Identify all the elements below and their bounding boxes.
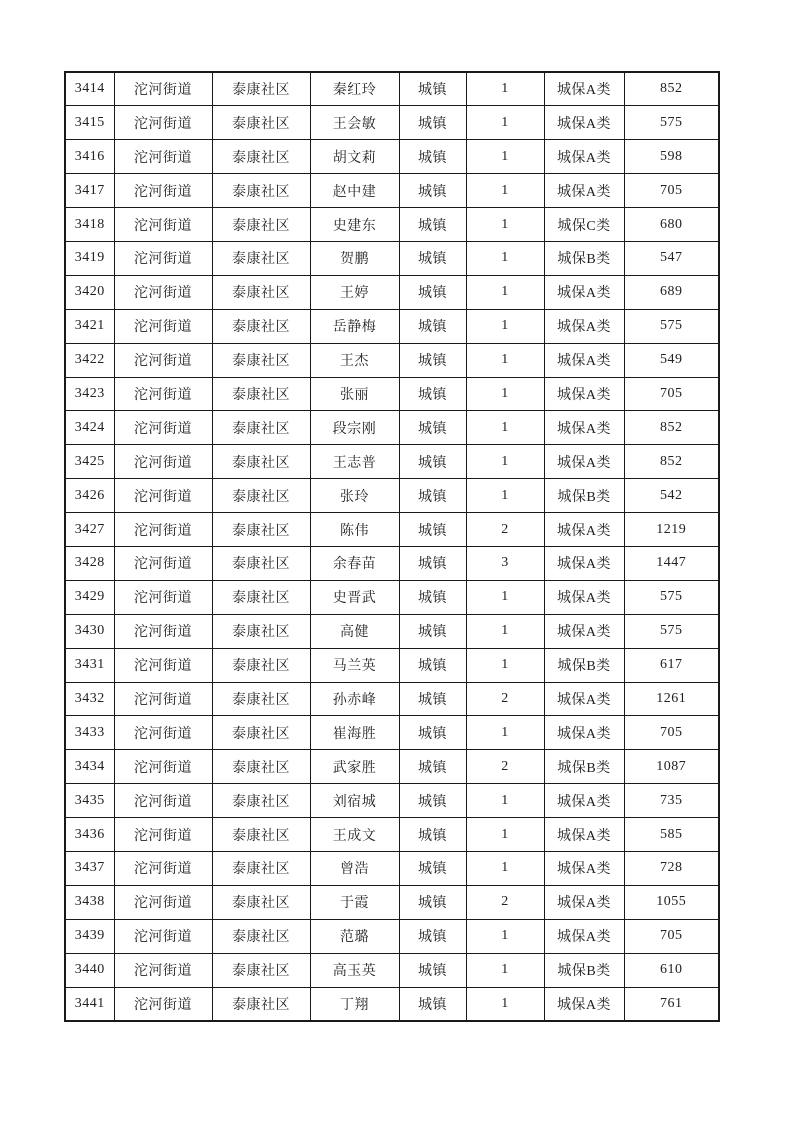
table-cell-type: 城镇 <box>399 411 466 445</box>
table-cell-community: 泰康社区 <box>212 275 310 309</box>
table-cell-type: 城镇 <box>399 682 466 716</box>
table-cell-name: 孙赤峰 <box>310 682 399 716</box>
table-row <box>65 648 719 682</box>
table-cell-count: 1 <box>466 648 544 682</box>
table-row <box>65 411 719 445</box>
table-cell-type: 城镇 <box>399 174 466 208</box>
table-cell-count: 1 <box>466 208 544 242</box>
table-cell-type: 城镇 <box>399 275 466 309</box>
table-cell-street: 沱河街道 <box>114 377 212 411</box>
table-row <box>65 377 719 411</box>
table-cell-id: 3423 <box>65 377 114 411</box>
table-cell-street: 沱河街道 <box>114 72 212 106</box>
table-cell-count: 1 <box>466 377 544 411</box>
table-cell-name: 马兰英 <box>310 648 399 682</box>
table-cell-category: 城保B类 <box>544 648 624 682</box>
table-cell-type: 城镇 <box>399 445 466 479</box>
table-cell-street: 沱河街道 <box>114 513 212 547</box>
table-cell-community: 泰康社区 <box>212 750 310 784</box>
table-cell-name: 王成文 <box>310 818 399 852</box>
table-cell-amount: 735 <box>624 784 719 818</box>
table-cell-street: 沱河街道 <box>114 987 212 1021</box>
table-cell-street: 沱河街道 <box>114 750 212 784</box>
table-cell-amount: 575 <box>624 614 719 648</box>
table-cell-community: 泰康社区 <box>212 241 310 275</box>
table-cell-street: 沱河街道 <box>114 716 212 750</box>
table-cell-category: 城保A类 <box>544 140 624 174</box>
table-cell-name: 王婷 <box>310 275 399 309</box>
table-cell-street: 沱河街道 <box>114 580 212 614</box>
table-cell-type: 城镇 <box>399 750 466 784</box>
table-cell-type: 城镇 <box>399 106 466 140</box>
table-cell-category: 城保A类 <box>544 309 624 343</box>
table-cell-count: 1 <box>466 140 544 174</box>
table-cell-street: 沱河街道 <box>114 445 212 479</box>
table-cell-amount: 549 <box>624 343 719 377</box>
table-row <box>65 919 719 953</box>
table-cell-id: 3433 <box>65 716 114 750</box>
table-cell-amount: 689 <box>624 275 719 309</box>
table-cell-amount: 705 <box>624 377 719 411</box>
table-row <box>65 784 719 818</box>
table-cell-count: 1 <box>466 919 544 953</box>
table-cell-community: 泰康社区 <box>212 682 310 716</box>
table-cell-id: 3414 <box>65 72 114 106</box>
table-cell-id: 3437 <box>65 851 114 885</box>
table-cell-name: 胡文莉 <box>310 140 399 174</box>
table-cell-type: 城镇 <box>399 648 466 682</box>
table-cell-id: 3438 <box>65 885 114 919</box>
table-cell-community: 泰康社区 <box>212 377 310 411</box>
table-cell-name: 丁翔 <box>310 987 399 1021</box>
table-cell-category: 城保A类 <box>544 513 624 547</box>
table-cell-street: 沱河街道 <box>114 174 212 208</box>
table-cell-type: 城镇 <box>399 987 466 1021</box>
table-cell-name: 崔海胜 <box>310 716 399 750</box>
table-row <box>65 72 719 106</box>
table-cell-street: 沱河街道 <box>114 309 212 343</box>
table-cell-category: 城保A类 <box>544 106 624 140</box>
table-row <box>65 445 719 479</box>
table-cell-street: 沱河街道 <box>114 648 212 682</box>
table-cell-type: 城镇 <box>399 818 466 852</box>
table-cell-category: 城保A类 <box>544 919 624 953</box>
table-row <box>65 851 719 885</box>
table-cell-name: 于霞 <box>310 885 399 919</box>
table-cell-street: 沱河街道 <box>114 953 212 987</box>
table-cell-category: 城保A类 <box>544 275 624 309</box>
table-cell-community: 泰康社区 <box>212 513 310 547</box>
table-row <box>65 818 719 852</box>
table-row <box>65 343 719 377</box>
table-cell-community: 泰康社区 <box>212 851 310 885</box>
table-cell-amount: 1055 <box>624 885 719 919</box>
table-cell-name: 余春苗 <box>310 546 399 580</box>
table-cell-amount: 852 <box>624 72 719 106</box>
table-cell-community: 泰康社区 <box>212 546 310 580</box>
table-cell-community: 泰康社区 <box>212 953 310 987</box>
table-cell-id: 3418 <box>65 208 114 242</box>
table-cell-community: 泰康社区 <box>212 818 310 852</box>
table-cell-amount: 1447 <box>624 546 719 580</box>
table-cell-category: 城保B类 <box>544 953 624 987</box>
table-cell-count: 1 <box>466 479 544 513</box>
table-cell-id: 3421 <box>65 309 114 343</box>
table-cell-community: 泰康社区 <box>212 343 310 377</box>
table-cell-amount: 852 <box>624 445 719 479</box>
table-cell-category: 城保B类 <box>544 241 624 275</box>
table-cell-category: 城保A类 <box>544 580 624 614</box>
table-cell-street: 沱河街道 <box>114 343 212 377</box>
table-cell-type: 城镇 <box>399 309 466 343</box>
table-cell-count: 2 <box>466 682 544 716</box>
table-cell-name: 史建东 <box>310 208 399 242</box>
table-cell-id: 3430 <box>65 614 114 648</box>
table-body <box>65 72 719 1021</box>
table-cell-count: 1 <box>466 580 544 614</box>
table-cell-name: 陈伟 <box>310 513 399 547</box>
table-cell-name: 高健 <box>310 614 399 648</box>
table-cell-community: 泰康社区 <box>212 479 310 513</box>
table-row <box>65 241 719 275</box>
table-cell-amount: 1261 <box>624 682 719 716</box>
table-cell-category: 城保A类 <box>544 784 624 818</box>
table-cell-community: 泰康社区 <box>212 140 310 174</box>
table-cell-id: 3422 <box>65 343 114 377</box>
table-cell-category: 城保C类 <box>544 208 624 242</box>
table-cell-id: 3426 <box>65 479 114 513</box>
table-cell-amount: 575 <box>624 580 719 614</box>
table-cell-count: 1 <box>466 309 544 343</box>
table-cell-category: 城保A类 <box>544 72 624 106</box>
table-cell-count: 1 <box>466 72 544 106</box>
table-row <box>65 309 719 343</box>
table-cell-category: 城保A类 <box>544 377 624 411</box>
table-row <box>65 716 719 750</box>
table-cell-id: 3419 <box>65 241 114 275</box>
table-cell-name: 赵中建 <box>310 174 399 208</box>
table-cell-count: 1 <box>466 818 544 852</box>
table-cell-community: 泰康社区 <box>212 445 310 479</box>
table-cell-category: 城保A类 <box>544 445 624 479</box>
table-cell-count: 1 <box>466 106 544 140</box>
table-cell-category: 城保A类 <box>544 885 624 919</box>
table-cell-name: 武家胜 <box>310 750 399 784</box>
table-cell-count: 1 <box>466 343 544 377</box>
table-cell-count: 1 <box>466 275 544 309</box>
table-cell-community: 泰康社区 <box>212 309 310 343</box>
table-cell-type: 城镇 <box>399 513 466 547</box>
table-cell-count: 1 <box>466 445 544 479</box>
table-cell-category: 城保A类 <box>544 174 624 208</box>
table-cell-type: 城镇 <box>399 614 466 648</box>
table-cell-count: 1 <box>466 411 544 445</box>
table-cell-amount: 1219 <box>624 513 719 547</box>
table-cell-type: 城镇 <box>399 479 466 513</box>
table-cell-type: 城镇 <box>399 241 466 275</box>
table-cell-count: 1 <box>466 987 544 1021</box>
table-cell-street: 沱河街道 <box>114 411 212 445</box>
table-cell-community: 泰康社区 <box>212 174 310 208</box>
table-cell-id: 3424 <box>65 411 114 445</box>
table-cell-name: 张丽 <box>310 377 399 411</box>
table-cell-type: 城镇 <box>399 919 466 953</box>
table-cell-type: 城镇 <box>399 851 466 885</box>
table-cell-id: 3431 <box>65 648 114 682</box>
table-cell-category: 城保A类 <box>544 851 624 885</box>
table-cell-category: 城保A类 <box>544 546 624 580</box>
table-cell-amount: 761 <box>624 987 719 1021</box>
table-row <box>65 885 719 919</box>
table-cell-community: 泰康社区 <box>212 580 310 614</box>
table-cell-count: 1 <box>466 614 544 648</box>
table-row <box>65 682 719 716</box>
table-cell-category: 城保B类 <box>544 750 624 784</box>
table-cell-id: 3432 <box>65 682 114 716</box>
table-cell-street: 沱河街道 <box>114 140 212 174</box>
table-cell-street: 沱河街道 <box>114 106 212 140</box>
table-cell-name: 王志普 <box>310 445 399 479</box>
table-cell-community: 泰康社区 <box>212 411 310 445</box>
table-cell-street: 沱河街道 <box>114 919 212 953</box>
table-row <box>65 106 719 140</box>
residents-subsidy-table <box>64 71 720 1022</box>
table-cell-id: 3440 <box>65 953 114 987</box>
table-cell-count: 1 <box>466 851 544 885</box>
table-cell-id: 3429 <box>65 580 114 614</box>
table-cell-amount: 705 <box>624 919 719 953</box>
table-row <box>65 275 719 309</box>
table-cell-type: 城镇 <box>399 377 466 411</box>
table-cell-count: 1 <box>466 241 544 275</box>
table-cell-count: 1 <box>466 716 544 750</box>
table-cell-count: 1 <box>466 784 544 818</box>
table-cell-amount: 575 <box>624 106 719 140</box>
table-cell-amount: 585 <box>624 818 719 852</box>
table-cell-amount: 547 <box>624 241 719 275</box>
table-cell-street: 沱河街道 <box>114 546 212 580</box>
table-row <box>65 546 719 580</box>
table-cell-name: 贺鹏 <box>310 241 399 275</box>
table-cell-amount: 1087 <box>624 750 719 784</box>
table-cell-street: 沱河街道 <box>114 241 212 275</box>
table-cell-street: 沱河街道 <box>114 851 212 885</box>
table-cell-type: 城镇 <box>399 72 466 106</box>
table-row <box>65 174 719 208</box>
table-cell-id: 3416 <box>65 140 114 174</box>
table-row <box>65 953 719 987</box>
table-cell-street: 沱河街道 <box>114 784 212 818</box>
table-cell-id: 3417 <box>65 174 114 208</box>
table-cell-street: 沱河街道 <box>114 818 212 852</box>
table-cell-category: 城保B类 <box>544 479 624 513</box>
table-cell-community: 泰康社区 <box>212 72 310 106</box>
table-row <box>65 208 719 242</box>
table-cell-category: 城保A类 <box>544 411 624 445</box>
table-cell-count: 3 <box>466 546 544 580</box>
table-cell-category: 城保A类 <box>544 343 624 377</box>
table-cell-type: 城镇 <box>399 716 466 750</box>
table-cell-name: 岳静梅 <box>310 309 399 343</box>
table-cell-type: 城镇 <box>399 580 466 614</box>
table-cell-community: 泰康社区 <box>212 987 310 1021</box>
table-cell-id: 3420 <box>65 275 114 309</box>
table-cell-category: 城保A类 <box>544 614 624 648</box>
table-cell-name: 张玲 <box>310 479 399 513</box>
table-cell-street: 沱河街道 <box>114 275 212 309</box>
table-cell-count: 2 <box>466 750 544 784</box>
table-cell-type: 城镇 <box>399 546 466 580</box>
table-cell-id: 3415 <box>65 106 114 140</box>
table-cell-community: 泰康社区 <box>212 885 310 919</box>
table-row <box>65 479 719 513</box>
table-cell-count: 1 <box>466 953 544 987</box>
table-cell-community: 泰康社区 <box>212 614 310 648</box>
table-cell-community: 泰康社区 <box>212 648 310 682</box>
table-cell-amount: 705 <box>624 716 719 750</box>
table-cell-community: 泰康社区 <box>212 208 310 242</box>
table-cell-id: 3441 <box>65 987 114 1021</box>
table-cell-id: 3435 <box>65 784 114 818</box>
table-cell-count: 1 <box>466 174 544 208</box>
table-cell-amount: 598 <box>624 140 719 174</box>
table-row <box>65 140 719 174</box>
table-cell-community: 泰康社区 <box>212 919 310 953</box>
table-cell-name: 段宗刚 <box>310 411 399 445</box>
table-cell-category: 城保A类 <box>544 987 624 1021</box>
table-cell-name: 王会敏 <box>310 106 399 140</box>
table-cell-name: 范璐 <box>310 919 399 953</box>
table-cell-amount: 852 <box>624 411 719 445</box>
table-cell-id: 3434 <box>65 750 114 784</box>
table-row <box>65 614 719 648</box>
table-cell-category: 城保A类 <box>544 818 624 852</box>
table-cell-id: 3427 <box>65 513 114 547</box>
table-cell-street: 沱河街道 <box>114 208 212 242</box>
table-row <box>65 987 719 1021</box>
table-cell-street: 沱河街道 <box>114 479 212 513</box>
table-cell-amount: 575 <box>624 309 719 343</box>
table-cell-id: 3439 <box>65 919 114 953</box>
table-cell-category: 城保A类 <box>544 716 624 750</box>
table-row <box>65 580 719 614</box>
table-cell-category: 城保A类 <box>544 682 624 716</box>
table-cell-street: 沱河街道 <box>114 614 212 648</box>
table-cell-name: 刘宿城 <box>310 784 399 818</box>
table-cell-community: 泰康社区 <box>212 106 310 140</box>
table-cell-count: 2 <box>466 885 544 919</box>
table-row <box>65 513 719 547</box>
table-cell-type: 城镇 <box>399 885 466 919</box>
table-cell-amount: 617 <box>624 648 719 682</box>
table-cell-street: 沱河街道 <box>114 682 212 716</box>
table-cell-amount: 610 <box>624 953 719 987</box>
table-cell-street: 沱河街道 <box>114 885 212 919</box>
table-cell-type: 城镇 <box>399 343 466 377</box>
table-cell-name: 王杰 <box>310 343 399 377</box>
table-cell-id: 3436 <box>65 818 114 852</box>
table-cell-name: 秦红玲 <box>310 72 399 106</box>
table-cell-count: 2 <box>466 513 544 547</box>
table-cell-type: 城镇 <box>399 784 466 818</box>
table-cell-amount: 542 <box>624 479 719 513</box>
table-cell-type: 城镇 <box>399 953 466 987</box>
table-cell-community: 泰康社区 <box>212 784 310 818</box>
table-cell-type: 城镇 <box>399 208 466 242</box>
table-cell-community: 泰康社区 <box>212 716 310 750</box>
table-cell-amount: 680 <box>624 208 719 242</box>
table-cell-amount: 728 <box>624 851 719 885</box>
table-cell-name: 史晋武 <box>310 580 399 614</box>
table-cell-id: 3425 <box>65 445 114 479</box>
table-cell-id: 3428 <box>65 546 114 580</box>
table-cell-type: 城镇 <box>399 140 466 174</box>
table-row <box>65 750 719 784</box>
table-cell-amount: 705 <box>624 174 719 208</box>
table-cell-name: 曾浩 <box>310 851 399 885</box>
table-cell-name: 高玉英 <box>310 953 399 987</box>
